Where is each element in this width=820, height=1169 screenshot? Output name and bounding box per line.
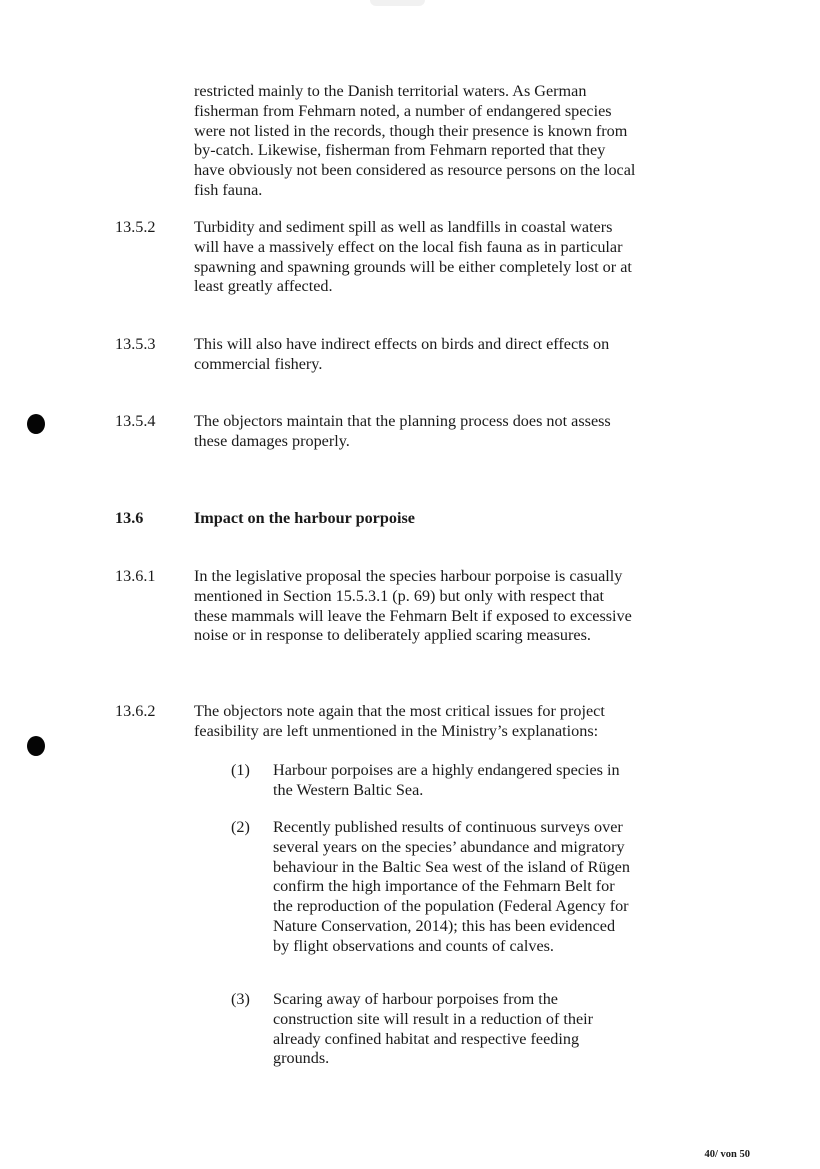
list-item-text: Scaring away of harbour porpoises from the construction site will result in a reduction of their already confined habitat and respective feeding grounds. xyxy=(273,990,594,1068)
paragraph-number: 13.5.2 xyxy=(115,218,156,236)
list-item-text: Recently published results of continuous surveys over several years on the species’ abundance and migratory behaviour in the Baltic Sea west of the island of Rügen confirm the high importance of the Fehmarn Belt for the reproduction of the population (Federal Agency for Nature Conservation, 2014); this has been evidenced by flight observations and counts of calves. xyxy=(273,818,630,955)
punch-hole-lower xyxy=(27,736,45,756)
section-number: 13.6 xyxy=(115,509,144,527)
paragraph-number: 13.5.3 xyxy=(115,335,156,353)
paragraph-number: 13.6.1 xyxy=(115,567,156,585)
paragraph-number: 13.6.2 xyxy=(115,702,156,720)
paragraph-text: The objectors maintain that the planning process does not assess these damages properly. xyxy=(194,412,611,450)
page-number: 40/ von 50 xyxy=(704,1149,750,1160)
paragraph-text: In the legislative proposal the species harbour porpoise is casually mentioned in Section 15.5.3.1 (p. 69) but only with respect that these mammals will leave the Fehmarn Belt if exposed to excessive noise or in response to deliberately applied scaring measures. xyxy=(194,567,632,645)
section-title: Impact on the harbour porpoise xyxy=(194,509,415,527)
paragraph-text: This will also have indirect effects on birds and direct effects on commercial fishery. xyxy=(194,335,610,373)
paragraph-text: Turbidity and sediment spill as well as landfills in coastal waters will have a massively effect on the local fish fauna as in particular spawning and spawning grounds will be either completely lost or at least greatly affected. xyxy=(194,218,632,296)
list-item-number: (2) xyxy=(231,818,250,836)
paragraph-text: The objectors note again that the most critical issues for project feasibility are left unmentioned in the Ministry’s explanations: xyxy=(194,702,605,740)
list-item-text: Harbour porpoises are a highly endangered species in the Western Baltic Sea. xyxy=(273,761,620,799)
intro-paragraph: restricted mainly to the Danish territorial waters. As German fisherman from Fehmarn noted, a number of endangered species were not listed in the records, though their presence is known from by-catch. Likewise, fisherman from Fehmarn reported that they have obviously not been considered as resource persons on the local fish fauna. xyxy=(194,82,636,199)
list-item-number: (3) xyxy=(231,990,250,1008)
scan-shadow xyxy=(370,0,425,6)
list-item-number: (1) xyxy=(231,761,250,779)
paragraph-number: 13.5.4 xyxy=(115,412,156,430)
punch-hole-upper xyxy=(27,414,45,434)
